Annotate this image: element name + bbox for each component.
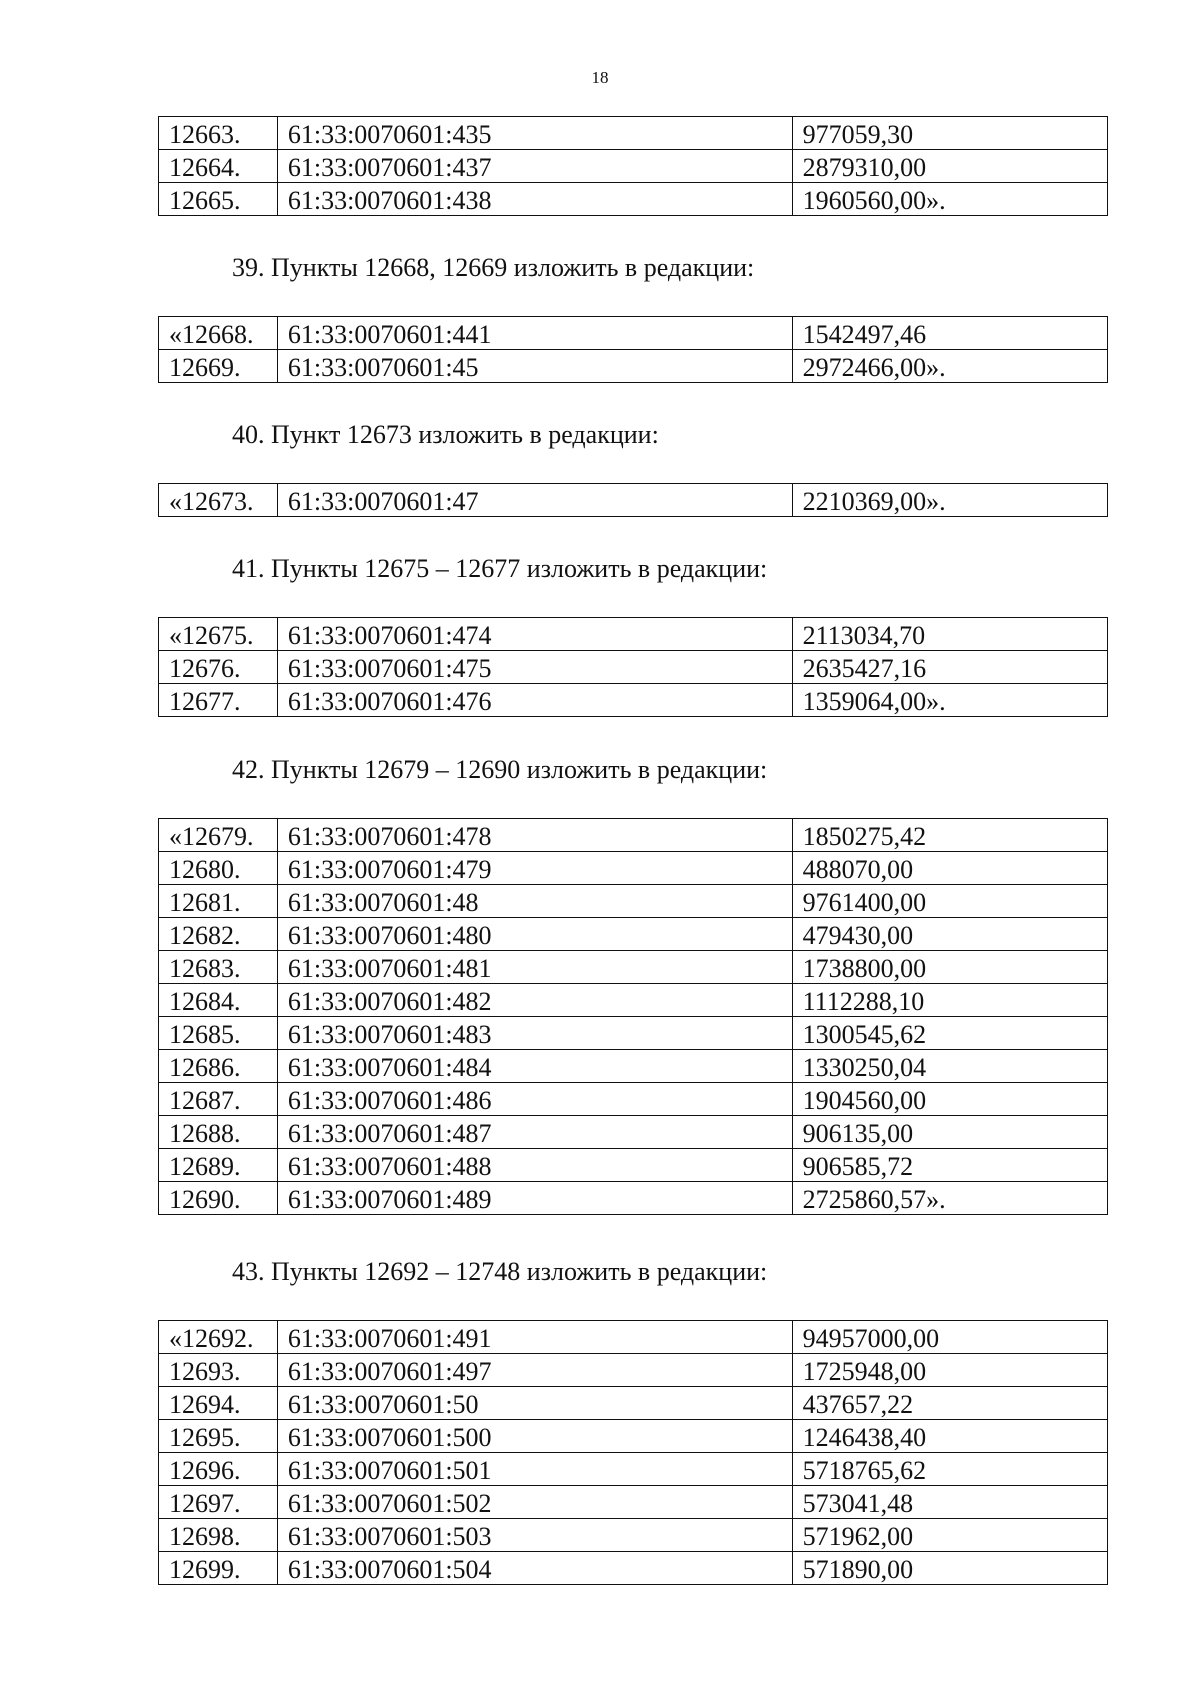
item-number: 12686. — [159, 1050, 278, 1083]
cadastral-number: 61:33:0070601:497 — [277, 1354, 792, 1387]
cadastral-value: 1738800,00 — [792, 951, 1107, 984]
section-heading: 40. Пункт 12673 изложить в редакции: — [232, 420, 659, 449]
cadastral-number: 61:33:0070601:491 — [277, 1321, 792, 1354]
cadastral-value: 977059,30 — [792, 117, 1107, 150]
table-row — [159, 1519, 1108, 1552]
table-row — [159, 852, 1108, 885]
table-row — [159, 1387, 1108, 1420]
table-row — [159, 1182, 1108, 1215]
item-number: 12665. — [159, 183, 278, 216]
item-number: 12697. — [159, 1486, 278, 1519]
cadastral-number: 61:33:0070601:503 — [277, 1519, 792, 1552]
section-heading: 41. Пункты 12675 – 12677 изложить в редакции: — [232, 554, 768, 583]
item-number: 12690. — [159, 1182, 278, 1215]
cadastral-value: 1542497,46 — [792, 317, 1107, 350]
table-row — [159, 150, 1108, 183]
cadastral-number: 61:33:0070601:486 — [277, 1083, 792, 1116]
table-row — [159, 117, 1108, 150]
cadastral-value: 9761400,00 — [792, 885, 1107, 918]
cadastral-number: 61:33:0070601:487 — [277, 1116, 792, 1149]
item-number: 12663. — [159, 117, 278, 150]
table-row — [159, 819, 1108, 852]
cadastral-number: 61:33:0070601:474 — [277, 618, 792, 651]
cadastral-number: 61:33:0070601:441 — [277, 317, 792, 350]
cadastral-number: 61:33:0070601:501 — [277, 1453, 792, 1486]
cadastral-value: 5718765,62 — [792, 1453, 1107, 1486]
cadastral-number: 61:33:0070601:479 — [277, 852, 792, 885]
table-row — [159, 1083, 1108, 1116]
cadastral-number: 61:33:0070601:483 — [277, 1017, 792, 1050]
cadastral-number: 61:33:0070601:438 — [277, 183, 792, 216]
item-number: «12692. — [159, 1321, 278, 1354]
table-row — [159, 350, 1108, 383]
cadastral-value: 1725948,00 — [792, 1354, 1107, 1387]
cadastral-number: 61:33:0070601:500 — [277, 1420, 792, 1453]
cadastral-value: 1904560,00 — [792, 1083, 1107, 1116]
cadastral-number: 61:33:0070601:488 — [277, 1149, 792, 1182]
cadastral-number: 61:33:0070601:45 — [277, 350, 792, 383]
item-number: «12668. — [159, 317, 278, 350]
cadastral-value: 906135,00 — [792, 1116, 1107, 1149]
item-number: 12685. — [159, 1017, 278, 1050]
table-section-40 — [158, 483, 1108, 517]
table-row — [159, 1116, 1108, 1149]
table-section-42 — [158, 818, 1108, 1215]
item-number: 12693. — [159, 1354, 278, 1387]
cadastral-number: 61:33:0070601:475 — [277, 651, 792, 684]
table-row — [159, 1552, 1108, 1585]
cadastral-number: 61:33:0070601:48 — [277, 885, 792, 918]
item-number: 12698. — [159, 1519, 278, 1552]
item-number: 12684. — [159, 984, 278, 1017]
section-heading: 43. Пункты 12692 – 12748 изложить в редакции: — [232, 1257, 768, 1286]
item-number: «12673. — [159, 484, 278, 517]
cadastral-value: 571890,00 — [792, 1552, 1107, 1585]
cadastral-number: 61:33:0070601:484 — [277, 1050, 792, 1083]
cadastral-number: 61:33:0070601:482 — [277, 984, 792, 1017]
table-row — [159, 484, 1108, 517]
table-row — [159, 1453, 1108, 1486]
table-row — [159, 1486, 1108, 1519]
cadastral-number: 61:33:0070601:504 — [277, 1552, 792, 1585]
table-row — [159, 1354, 1108, 1387]
cadastral-number: 61:33:0070601:481 — [277, 951, 792, 984]
cadastral-number: 61:33:0070601:47 — [277, 484, 792, 517]
item-number: 12689. — [159, 1149, 278, 1182]
cadastral-value: 2113034,70 — [792, 618, 1107, 651]
item-number: «12675. — [159, 618, 278, 651]
item-number: 12696. — [159, 1453, 278, 1486]
item-number: 12699. — [159, 1552, 278, 1585]
table-row — [159, 684, 1108, 717]
item-number: 12682. — [159, 918, 278, 951]
cadastral-value: 1300545,62 — [792, 1017, 1107, 1050]
table-row — [159, 1420, 1108, 1453]
cadastral-value: 571962,00 — [792, 1519, 1107, 1552]
cadastral-value: 479430,00 — [792, 918, 1107, 951]
cadastral-value: 2210369,00». — [792, 484, 1107, 517]
table-section-0 — [158, 116, 1108, 216]
cadastral-value: 1112288,10 — [792, 984, 1107, 1017]
cadastral-number: 61:33:0070601:478 — [277, 819, 792, 852]
cadastral-number: 61:33:0070601:435 — [277, 117, 792, 150]
cadastral-value: 2972466,00». — [792, 350, 1107, 383]
cadastral-value: 1330250,04 — [792, 1050, 1107, 1083]
item-number: 12694. — [159, 1387, 278, 1420]
cadastral-value: 1960560,00». — [792, 183, 1107, 216]
section-heading: 39. Пункты 12668, 12669 изложить в редакции: — [232, 253, 755, 282]
cadastral-value: 2725860,57». — [792, 1182, 1107, 1215]
cadastral-number: 61:33:0070601:502 — [277, 1486, 792, 1519]
item-number: 12676. — [159, 651, 278, 684]
item-number: 12695. — [159, 1420, 278, 1453]
item-number: 12681. — [159, 885, 278, 918]
cadastral-value: 488070,00 — [792, 852, 1107, 885]
table-row — [159, 1321, 1108, 1354]
cadastral-value: 2635427,16 — [792, 651, 1107, 684]
cadastral-number: 61:33:0070601:480 — [277, 918, 792, 951]
item-number: 12683. — [159, 951, 278, 984]
table-row — [159, 651, 1108, 684]
item-number: 12680. — [159, 852, 278, 885]
table-row — [159, 1149, 1108, 1182]
table-section-41 — [158, 617, 1108, 717]
table-row — [159, 885, 1108, 918]
cadastral-number: 61:33:0070601:437 — [277, 150, 792, 183]
cadastral-value: 2879310,00 — [792, 150, 1107, 183]
page-number: 18 — [591, 68, 609, 87]
table-row — [159, 317, 1108, 350]
table-row — [159, 618, 1108, 651]
table-section-43 — [158, 1320, 1108, 1585]
item-number: 12664. — [159, 150, 278, 183]
table-row — [159, 984, 1108, 1017]
cadastral-value: 94957000,00 — [792, 1321, 1107, 1354]
cadastral-value: 1850275,42 — [792, 819, 1107, 852]
table-section-39 — [158, 316, 1108, 383]
item-number: 12669. — [159, 350, 278, 383]
table-row — [159, 918, 1108, 951]
table-row — [159, 183, 1108, 216]
cadastral-value: 1359064,00». — [792, 684, 1107, 717]
item-number: «12679. — [159, 819, 278, 852]
item-number: 12688. — [159, 1116, 278, 1149]
cadastral-number: 61:33:0070601:50 — [277, 1387, 792, 1420]
cadastral-number: 61:33:0070601:489 — [277, 1182, 792, 1215]
table-row — [159, 1017, 1108, 1050]
cadastral-value: 573041,48 — [792, 1486, 1107, 1519]
section-heading: 42. Пункты 12679 – 12690 изложить в редакции: — [232, 755, 768, 784]
cadastral-number: 61:33:0070601:476 — [277, 684, 792, 717]
table-row — [159, 951, 1108, 984]
item-number: 12677. — [159, 684, 278, 717]
item-number: 12687. — [159, 1083, 278, 1116]
cadastral-value: 1246438,40 — [792, 1420, 1107, 1453]
cadastral-value: 437657,22 — [792, 1387, 1107, 1420]
table-row — [159, 1050, 1108, 1083]
cadastral-value: 906585,72 — [792, 1149, 1107, 1182]
